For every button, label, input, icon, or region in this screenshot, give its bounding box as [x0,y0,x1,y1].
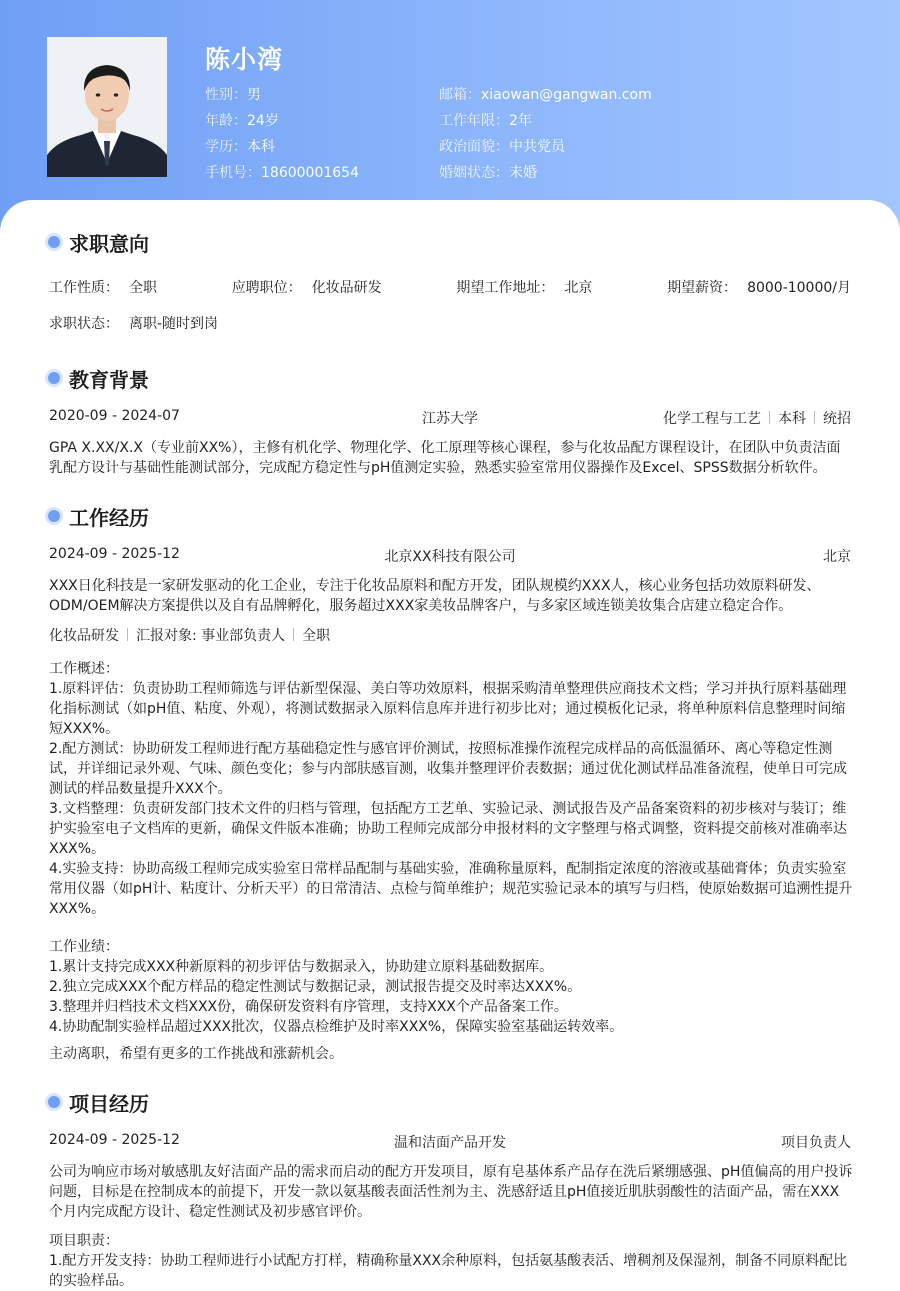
intent-label: 期望薪资： [667,280,738,296]
candidate-name: 陈小湾 [205,45,284,74]
intent-item [456,277,592,297]
info-value: xiaowan@gangwan.com [481,87,652,103]
work-achievements-title: 工作业绩： [49,939,119,955]
info-label: 年龄： [205,113,247,129]
info-value: 未婚 [509,165,537,181]
info-age [205,110,279,130]
work-overview [49,659,853,919]
info-label: 工作年限： [439,113,509,129]
project-description: 公司为响应市场对敏感肌友好洁面产品的需求而启动的配方开发项目，原有皂基体系产品存在洗后紧绷感强、pH值偏高的用户投诉问题，目标是在控制成本的前提下，开发一款以氨基酸表面活性剂为主、洗感舒适且pH值接近肌肤弱酸性的洁面产品，需在XXX个月内完成配方设计、稳定性测试及初步感官评价。 [49,1164,853,1220]
project-date: 2024-09 - 2025-12 [49,1132,180,1148]
project-duty-item: 1.配方开发支持：协助工程师进行小试配方打样，精确称量XXX余种原料，包括氨基酸表活、增稠剂及保湿剂，制备不同原料配比的实验样品。 [49,1253,848,1289]
section-title-text: 工作经历 [69,505,149,530]
intent-item [667,277,851,297]
education-description: GPA X.XX/X.X（专业前XX%），主修有机化学、物理化学、化工原理等核心课程，参与化妆品配方课程设计，在团队中负责洁面乳配方设计与基础性能测试部分，完成配方稳定性与pH值测定实验，熟悉实验室常用仪器操作及Excel、SPSS数据分析软件。 [49,440,841,476]
work-tags [49,625,851,645]
section-bullet-icon [48,1096,60,1108]
section-title-text: 求职意向 [69,231,149,256]
project-duties-title: 项目职责： [49,1233,119,1249]
work-overview-item: 2.配方测试：协助研发工程师进行配方基础稳定性与感官评价测试，按照标准操作流程完成样品的高低温循环、离心等稳定性测试，并详细记录外观、气味、颜色变化；参与内部肤感盲测，收集并整理评价表数据；通过优化测试样品准备流程，使单日可完成测试的样品数量提升XXX个。 [49,741,847,797]
intent-item [49,277,157,297]
info-email [439,84,652,104]
education-meta [663,408,851,428]
work-achievement-item: 1.累计支持完成XXX种新原料的初步评估与数据录入，协助建立原料基础数据库。 [49,959,554,975]
work-tag: 汇报对象: 事业部负责人 [136,628,286,644]
intent-value: 全职 [129,280,157,296]
education-school: 江苏大学 [422,411,478,427]
education-degree: 本科 [778,411,806,427]
info-phone [205,162,359,182]
section-title-text: 项目经历 [69,1091,149,1116]
info-education [205,136,275,156]
work-company-intro: XXX日化科技是一家研发驱动的化工企业，专注于化妆品原料和配方开发，团队规模约XXX人，核心业务包括功效原料研发、ODM/OEM解决方案提供以及自有品牌孵化，服务超过XXX家美妆品牌客户，与多家区域连锁美妆集合店建立稳定合作。 [49,578,821,614]
info-value: 中共党员 [509,139,565,155]
work-achievement-item: 3.整理并归档技术文档XXX份，确保研发资料有序管理，支持XXX个产品备案工作。 [49,999,568,1015]
info-value: 本科 [247,139,275,155]
info-label: 邮箱： [439,87,481,103]
section-bullet-icon [48,510,60,522]
info-value: 男 [247,87,261,103]
project-duties [49,1231,853,1291]
info-value: 24岁 [247,113,279,129]
intent-item [232,277,382,297]
intent-value: 北京 [564,280,593,296]
education-type: 统招 [823,411,851,427]
project-role: 项目负责人 [781,1135,851,1151]
work-city: 北京 [823,549,851,565]
info-gender [205,84,261,104]
section-title-project [48,1090,149,1114]
divider [127,628,128,641]
intent-row [49,277,851,297]
divider [293,628,294,641]
work-overview-item: 1.原料评估：负责协助工程师筛选与评估新型保湿、美白等功效原料，根据采购清单整理供应商技术文档；学习并执行原料基础理化指标测试（如pH值、粘度、外观），将测试数据录入原料信息库并进行初步比对；通过模板化记录，将单种原料信息整理时间缩短XXX%。 [49,681,847,737]
project-header [49,1132,851,1152]
intent-label: 期望工作地址： [456,280,555,296]
work-company: 北京XX科技有限公司 [384,549,516,565]
info-work-years [439,110,532,130]
person-portrait-icon [47,37,167,177]
section-title-work [48,504,149,528]
work-header [49,546,851,566]
divider [814,411,815,424]
work-tag: 化妆品研发 [49,628,119,644]
section-title-intent [48,230,149,254]
intent-value: 8000-10000/月 [747,280,851,296]
education-date: 2020-09 - 2024-07 [49,408,180,424]
intent-status [49,313,851,333]
info-political-status [439,136,565,156]
intent-value: 离职-随时到岗 [129,316,219,332]
work-achievements [49,937,853,1037]
intent-label: 工作性质： [49,280,119,296]
work-overview-title: 工作概述： [49,661,119,677]
work-achievement-item: 2.独立完成XXX个配方样品的稳定性测试与数据记录，测试报告提交及时率达XXX%。 [49,979,582,995]
info-label: 婚姻状态： [439,165,509,181]
intent-label: 应聘职位： [231,280,302,296]
info-label: 性别： [205,87,247,103]
work-overview-item: 4.实验支持：协助高级工程师完成实验室日常样品配制与基础实验，准确称量原料，配制指定浓度的溶液或基础膏体；负责实验室常用仪器（如pH计、粘度计、分析天平）的日常清洁、点检与简单维护；规范实验记录本的填写与归档，使原始数据可追溯性提升XXX%。 [49,861,853,917]
info-value: 18600001654 [261,165,359,181]
intent-label: 求职状态： [49,316,119,332]
profile-photo [47,37,167,177]
info-label: 手机号： [205,165,261,181]
education-major: 化学工程与工艺 [663,411,761,427]
work-achievement-item: 4.协助配制实验样品超过XXX批次，仪器点检维护及时率XXX%，保障实验室基础运转效率。 [49,1019,624,1035]
education-header [49,408,851,428]
divider [769,411,770,424]
work-tag: 全职 [302,628,331,644]
work-overview-item: 3.文档整理：负责研发部门技术文件的归档与管理，包括配方工艺单、实验记录、测试报告及产品备案资料的初步核对与装订；维护实验室电子文档库的更新，确保文件版本准确；协助工程师完成部分申报材料的文字整理与格式调整，资料提交前核对准确率达XXX%。 [49,801,847,857]
work-leave-reason: 主动离职，希望有更多的工作挑战和涨薪机会。 [49,1046,343,1062]
section-title-education [48,366,149,390]
info-label: 学历： [205,139,247,155]
section-bullet-icon [48,236,60,248]
intent-value: 化妆品研发 [311,280,382,296]
info-value: 2年 [509,113,532,129]
work-date: 2024-09 - 2025-12 [49,546,180,562]
info-label: 政治面貌： [439,139,509,155]
info-marital-status [439,162,537,182]
project-name: 温和洁面产品开发 [394,1135,506,1151]
section-bullet-icon [48,372,60,384]
section-title-text: 教育背景 [69,367,149,392]
